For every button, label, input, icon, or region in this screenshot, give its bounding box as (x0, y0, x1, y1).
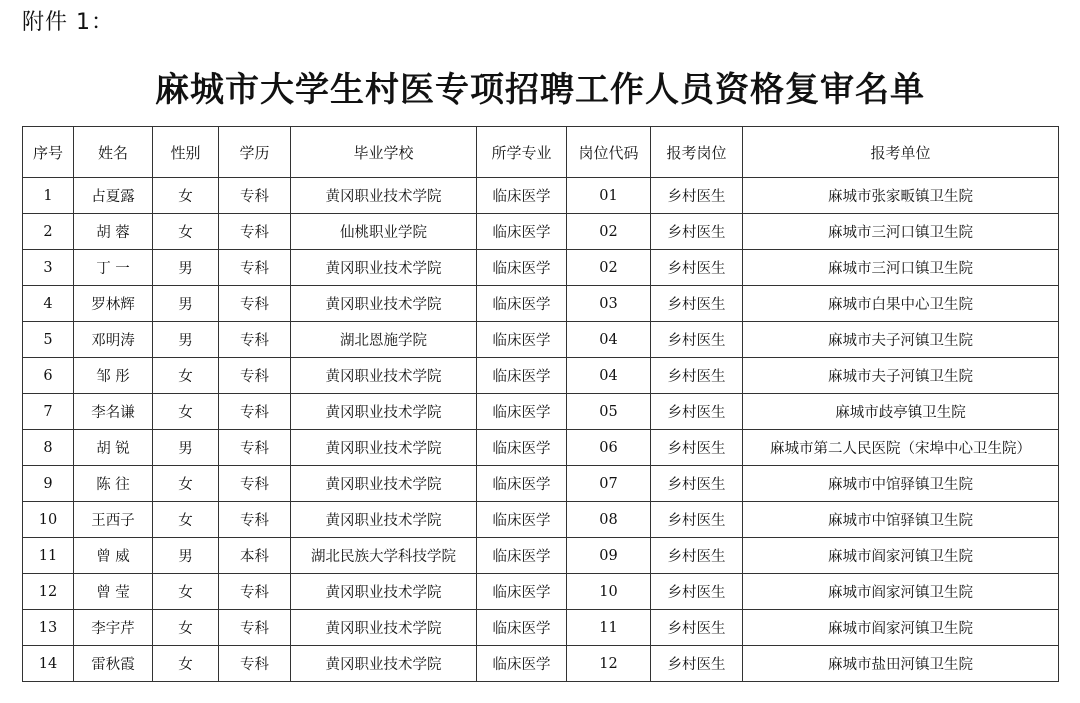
cell-post-code: 12 (567, 646, 651, 682)
cell-post: 乡村医生 (651, 610, 743, 646)
cell-unit: 麻城市盐田河镇卫生院 (743, 646, 1059, 682)
cell-unit: 麻城市阎家河镇卫生院 (743, 574, 1059, 610)
roster-table (22, 126, 1059, 682)
table-row (23, 466, 1059, 502)
cell-unit: 麻城市夫子河镇卫生院 (743, 322, 1059, 358)
cell-gender: 男 (153, 286, 219, 322)
cell-major: 临床医学 (477, 178, 567, 214)
cell-unit: 麻城市阎家河镇卫生院 (743, 538, 1059, 574)
cell-gender: 女 (153, 358, 219, 394)
cell-post-code: 05 (567, 394, 651, 430)
cell-major: 临床医学 (477, 538, 567, 574)
cell-school: 黄冈职业技术学院 (291, 574, 477, 610)
cell-index: 2 (23, 214, 74, 250)
header-education: 学历 (219, 127, 291, 178)
cell-post: 乡村医生 (651, 574, 743, 610)
cell-education: 专科 (219, 322, 291, 358)
cell-name: 陈 往 (74, 466, 153, 502)
cell-index: 4 (23, 286, 74, 322)
cell-education: 专科 (219, 394, 291, 430)
cell-education: 本科 (219, 538, 291, 574)
cell-post: 乡村医生 (651, 430, 743, 466)
cell-school: 黄冈职业技术学院 (291, 466, 477, 502)
cell-unit: 麻城市第二人民医院（宋埠中心卫生院） (743, 430, 1059, 466)
table-row (23, 322, 1059, 358)
cell-school: 黄冈职业技术学院 (291, 394, 477, 430)
table-row (23, 250, 1059, 286)
cell-name: 王西子 (74, 502, 153, 538)
cell-post-code: 04 (567, 358, 651, 394)
table-row (23, 610, 1059, 646)
cell-school: 黄冈职业技术学院 (291, 610, 477, 646)
cell-gender: 女 (153, 466, 219, 502)
cell-education: 专科 (219, 250, 291, 286)
cell-school: 黄冈职业技术学院 (291, 502, 477, 538)
cell-post: 乡村医生 (651, 322, 743, 358)
cell-school: 黄冈职业技术学院 (291, 430, 477, 466)
cell-index: 5 (23, 322, 74, 358)
cell-education: 专科 (219, 610, 291, 646)
header-name: 姓名 (74, 127, 153, 178)
cell-post-code: 03 (567, 286, 651, 322)
cell-name: 占夏露 (74, 178, 153, 214)
header-school: 毕业学校 (291, 127, 477, 178)
cell-major: 临床医学 (477, 286, 567, 322)
cell-post-code: 07 (567, 466, 651, 502)
cell-index: 1 (23, 178, 74, 214)
cell-gender: 男 (153, 250, 219, 286)
cell-unit: 麻城市歧亭镇卫生院 (743, 394, 1059, 430)
cell-gender: 女 (153, 178, 219, 214)
table-header-row (23, 127, 1059, 178)
cell-unit: 麻城市三河口镇卫生院 (743, 214, 1059, 250)
cell-index: 13 (23, 610, 74, 646)
cell-unit: 麻城市阎家河镇卫生院 (743, 610, 1059, 646)
cell-post: 乡村医生 (651, 358, 743, 394)
cell-index: 10 (23, 502, 74, 538)
cell-index: 11 (23, 538, 74, 574)
cell-gender: 女 (153, 502, 219, 538)
cell-post-code: 04 (567, 322, 651, 358)
cell-post-code: 01 (567, 178, 651, 214)
cell-education: 专科 (219, 286, 291, 322)
cell-school: 仙桃职业学院 (291, 214, 477, 250)
cell-post: 乡村医生 (651, 250, 743, 286)
cell-name: 胡 锐 (74, 430, 153, 466)
cell-school: 黄冈职业技术学院 (291, 178, 477, 214)
cell-school: 黄冈职业技术学院 (291, 358, 477, 394)
header-post: 报考岗位 (651, 127, 743, 178)
header-index: 序号 (23, 127, 74, 178)
cell-index: 8 (23, 430, 74, 466)
cell-school: 湖北民族大学科技学院 (291, 538, 477, 574)
cell-major: 临床医学 (477, 430, 567, 466)
table-row (23, 214, 1059, 250)
cell-school: 黄冈职业技术学院 (291, 286, 477, 322)
attachment-label: 附件 1： (22, 10, 114, 35)
cell-unit: 麻城市夫子河镇卫生院 (743, 358, 1059, 394)
cell-major: 临床医学 (477, 358, 567, 394)
cell-post: 乡村医生 (651, 502, 743, 538)
cell-name: 邹 彤 (74, 358, 153, 394)
cell-index: 12 (23, 574, 74, 610)
cell-major: 临床医学 (477, 466, 567, 502)
header-post-code: 岗位代码 (567, 127, 651, 178)
header-gender: 性别 (153, 127, 219, 178)
cell-post-code: 11 (567, 610, 651, 646)
cell-education: 专科 (219, 466, 291, 502)
cell-major: 临床医学 (477, 214, 567, 250)
cell-unit: 麻城市中馆驿镇卫生院 (743, 466, 1059, 502)
cell-name: 李名谦 (74, 394, 153, 430)
table-row (23, 502, 1059, 538)
cell-name: 胡 蓉 (74, 214, 153, 250)
cell-post-code: 10 (567, 574, 651, 610)
cell-index: 7 (23, 394, 74, 430)
cell-unit: 麻城市白果中心卫生院 (743, 286, 1059, 322)
cell-gender: 男 (153, 322, 219, 358)
cell-post: 乡村医生 (651, 538, 743, 574)
cell-gender: 男 (153, 430, 219, 466)
cell-unit: 麻城市三河口镇卫生院 (743, 250, 1059, 286)
cell-unit: 麻城市张家畈镇卫生院 (743, 178, 1059, 214)
cell-education: 专科 (219, 574, 291, 610)
cell-index: 9 (23, 466, 74, 502)
cell-name: 曾 威 (74, 538, 153, 574)
cell-education: 专科 (219, 358, 291, 394)
cell-education: 专科 (219, 178, 291, 214)
header-unit: 报考单位 (743, 127, 1059, 178)
cell-post-code: 06 (567, 430, 651, 466)
table-row (23, 358, 1059, 394)
cell-index: 6 (23, 358, 74, 394)
cell-index: 3 (23, 250, 74, 286)
cell-school: 湖北恩施学院 (291, 322, 477, 358)
table-row (23, 574, 1059, 610)
cell-education: 专科 (219, 646, 291, 682)
cell-major: 临床医学 (477, 574, 567, 610)
cell-gender: 女 (153, 574, 219, 610)
table-row (23, 286, 1059, 322)
cell-name: 罗林辉 (74, 286, 153, 322)
cell-post: 乡村医生 (651, 178, 743, 214)
cell-gender: 女 (153, 394, 219, 430)
cell-school: 黄冈职业技术学院 (291, 646, 477, 682)
cell-post-code: 09 (567, 538, 651, 574)
cell-post: 乡村医生 (651, 214, 743, 250)
cell-major: 临床医学 (477, 646, 567, 682)
cell-gender: 男 (153, 538, 219, 574)
cell-gender: 女 (153, 214, 219, 250)
cell-major: 临床医学 (477, 250, 567, 286)
cell-major: 临床医学 (477, 394, 567, 430)
cell-name: 曾 莹 (74, 574, 153, 610)
table-row (23, 646, 1059, 682)
cell-education: 专科 (219, 430, 291, 466)
cell-post: 乡村医生 (651, 394, 743, 430)
document-title: 麻城市大学生村医专项招聘工作人员资格复审名单 (155, 70, 925, 110)
table-row (23, 178, 1059, 214)
table-row (23, 538, 1059, 574)
cell-major: 临床医学 (477, 322, 567, 358)
header-major: 所学专业 (477, 127, 567, 178)
cell-post: 乡村医生 (651, 466, 743, 502)
cell-post-code: 02 (567, 250, 651, 286)
cell-index: 14 (23, 646, 74, 682)
cell-unit: 麻城市中馆驿镇卫生院 (743, 502, 1059, 538)
cell-post-code: 08 (567, 502, 651, 538)
cell-gender: 女 (153, 646, 219, 682)
table-body (23, 178, 1059, 682)
cell-education: 专科 (219, 502, 291, 538)
cell-name: 李宇芹 (74, 610, 153, 646)
table-row (23, 394, 1059, 430)
cell-post-code: 02 (567, 214, 651, 250)
cell-education: 专科 (219, 214, 291, 250)
cell-gender: 女 (153, 610, 219, 646)
cell-major: 临床医学 (477, 610, 567, 646)
cell-post: 乡村医生 (651, 286, 743, 322)
cell-name: 邓明涛 (74, 322, 153, 358)
cell-post: 乡村医生 (651, 646, 743, 682)
cell-school: 黄冈职业技术学院 (291, 250, 477, 286)
cell-name: 丁 一 (74, 250, 153, 286)
table-row (23, 430, 1059, 466)
cell-major: 临床医学 (477, 502, 567, 538)
cell-name: 雷秋霞 (74, 646, 153, 682)
